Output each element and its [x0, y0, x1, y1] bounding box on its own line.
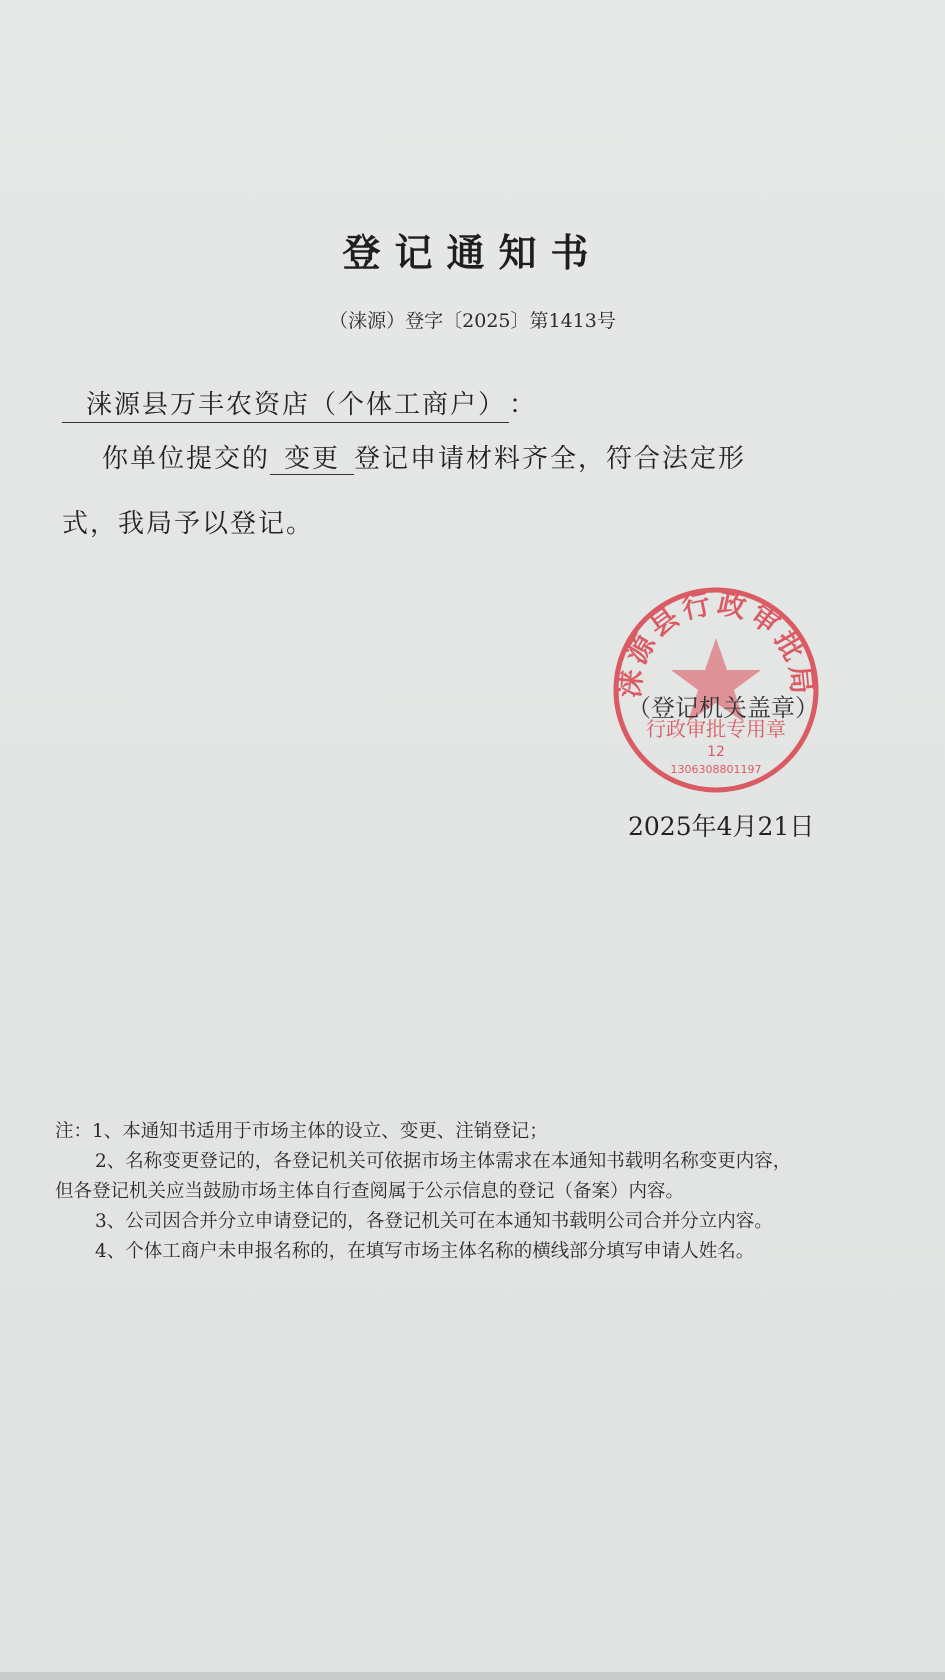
body-prefix: 你单位提交的 — [102, 444, 271, 474]
stamp-number: 12 — [707, 744, 725, 760]
seal-note: （登记机关盖章） — [627, 694, 819, 722]
note-2-cont: 但各登记机关应当鼓励市场主体自行查阅属于公示信息的登记（备案）内容。 — [55, 1181, 685, 1202]
notes-section — [55, 1117, 791, 1267]
addressee-line — [62, 384, 537, 421]
addressee-name: 涞源县万丰农资店（个体工商户） — [62, 390, 509, 423]
addressee-colon: ： — [509, 390, 538, 420]
stamp-outer-text: 涞源县行政审批局 — [612, 586, 820, 700]
body-line-2: 式，我局予以登记。 — [62, 509, 315, 539]
stamp-inner-text: 行政审批专用章 — [646, 717, 786, 741]
body-line-1 — [102, 438, 746, 475]
stamp-code: 1306308801197 — [670, 763, 762, 776]
note-4: 4、个体工商户未申报名称的，在填写市场主体名称的横线部分填写申请人姓名。 — [95, 1241, 755, 1262]
document-title: 登记通知书 — [342, 230, 603, 275]
change-type: 变更 — [270, 444, 354, 475]
document-number: （涞源）登字〔2025〕第1413号 — [329, 310, 616, 332]
note-2: 2、名称变更登记的，各登记机关可依据市场主体需求在本通知书载明名称变更内容， — [95, 1151, 792, 1172]
paper-edge — [0, 1672, 945, 1680]
body-suffix: 登记申请材料齐全，符合法定形 — [354, 444, 747, 474]
note-1: 注：1、本通知书适用于市场主体的设立、变更、注销登记； — [55, 1121, 548, 1142]
note-3: 3、公司因合并分立申请登记的，各登记机关可在本通知书载明公司合并分立内容。 — [95, 1211, 773, 1232]
issue-date: 2025年4月21日 — [628, 812, 815, 841]
